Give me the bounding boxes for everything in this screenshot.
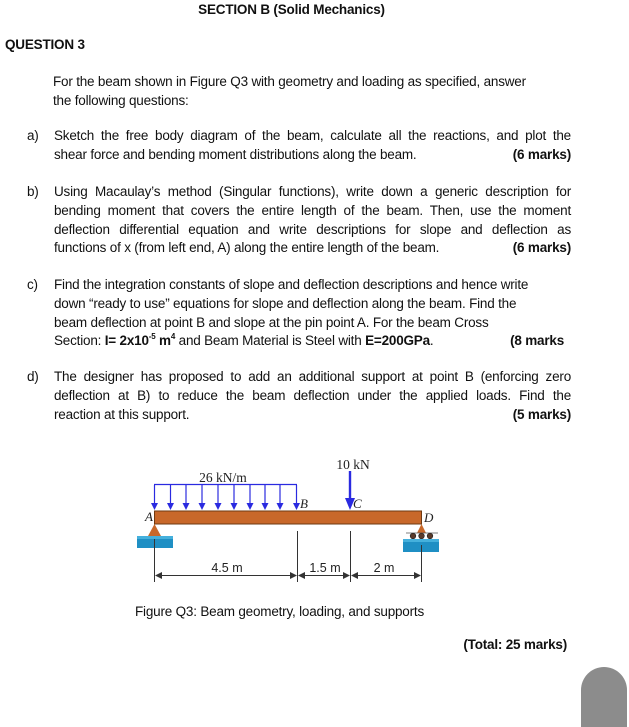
- part-c-line-2: down “ready to use” equations for slope and deflection along the beam. Find the: [54, 295, 517, 311]
- beam: [155, 511, 422, 524]
- beam-diagram: [130, 445, 450, 595]
- point-b-label: B: [300, 496, 308, 511]
- part-d-label: d): [27, 369, 39, 384]
- part-c-middle-text: and Beam Material is Steel with: [175, 333, 366, 349]
- part-a-label: a): [27, 128, 39, 143]
- intro-paragraph: [53, 72, 573, 110]
- part-c-label: c): [27, 277, 38, 292]
- part-c-section-prefix: Section:: [54, 333, 105, 349]
- inertia-value: [105, 333, 175, 348]
- part-d-line-3: reaction at this support.: [54, 406, 190, 422]
- floating-action-button[interactable]: [581, 667, 627, 727]
- part-c: [27, 276, 564, 351]
- intro-line-1: For the beam shown in Figure Q3 with geometry and loading as specified, answer: [53, 74, 526, 89]
- inertia-exponent: -5: [148, 332, 156, 342]
- part-c-suffix: .: [429, 333, 434, 349]
- part-c-marks: (8 marks: [510, 333, 564, 349]
- part-c-line-1: Find the integration constants of slope and deflection descriptions and hence write: [54, 277, 529, 292]
- part-c-line-3: beam deflection at point B and slope at the pin point A. For the beam Cross: [54, 314, 489, 330]
- intro-line-2: the following questions:: [53, 93, 189, 108]
- dimension-bc: 1.5 m: [309, 561, 341, 575]
- dimension-ab: 4.5 m: [211, 561, 243, 575]
- inertia-unit: m: [155, 333, 171, 349]
- point-d-label: D: [424, 510, 434, 525]
- part-a-line-2-wrap: [54, 146, 571, 165]
- figure-caption: Figure Q3: Beam geometry, loading, and supports: [135, 604, 425, 619]
- part-a-marks: (6 marks): [512, 146, 571, 162]
- part-b-label: b): [27, 184, 39, 199]
- part-d-line-2: deflection at B) to reduce the beam deflection under the applied loads. Find the: [54, 387, 571, 403]
- dimension-cd: 2 m: [373, 561, 395, 575]
- part-d-marks: (5 marks): [512, 406, 571, 422]
- part-b-marks: (6 marks): [512, 240, 571, 256]
- inertia-unit-exponent: 4: [170, 332, 176, 342]
- point-c-label: C: [353, 496, 362, 511]
- part-b-line-3: deflection differential equation and write descriptions for slope and deflection as: [54, 221, 571, 237]
- part-b-line-4: functions of x (from left end, A) along the entire length of the beam.: [54, 240, 440, 256]
- question-title: QUESTION 3: [5, 37, 85, 52]
- part-c-line-4: [54, 332, 564, 351]
- modulus-value: E=200GPa: [365, 333, 430, 349]
- section-title-text: SECTION B (Solid Mechanics): [198, 2, 385, 17]
- part-a: [27, 127, 571, 165]
- part-d-line-3-wrap: [54, 406, 571, 425]
- part-b-line-2: bending moment that covers the entire length of the beam. Then, use the moment: [54, 202, 571, 218]
- distributed-load: [151, 485, 300, 511]
- part-d: [27, 368, 571, 424]
- udl-label: 26 kN/m: [199, 470, 247, 485]
- part-b-line-1: Using Macaulay’s method (Singular functions), write down a generic description for: [54, 184, 571, 199]
- inertia-label: I= 2x10: [104, 333, 149, 349]
- part-b: [27, 183, 571, 258]
- total-marks: (Total: 25 marks): [463, 637, 567, 652]
- point-load-label: 10 kN: [336, 457, 370, 472]
- beam-figure: [130, 445, 450, 595]
- part-d-line-1: The designer has proposed to add an additional support at point B (enforcing zero: [54, 369, 571, 384]
- part-a-line-1: Sketch the free body diagram of the beam, calculate all the reactions, and plot the: [54, 128, 571, 143]
- part-a-line-2: shear force and bending moment distributions along the beam.: [54, 146, 417, 162]
- part-b-line-4-wrap: [54, 239, 571, 258]
- section-title: [0, 2, 629, 17]
- point-a-label: A: [145, 509, 153, 524]
